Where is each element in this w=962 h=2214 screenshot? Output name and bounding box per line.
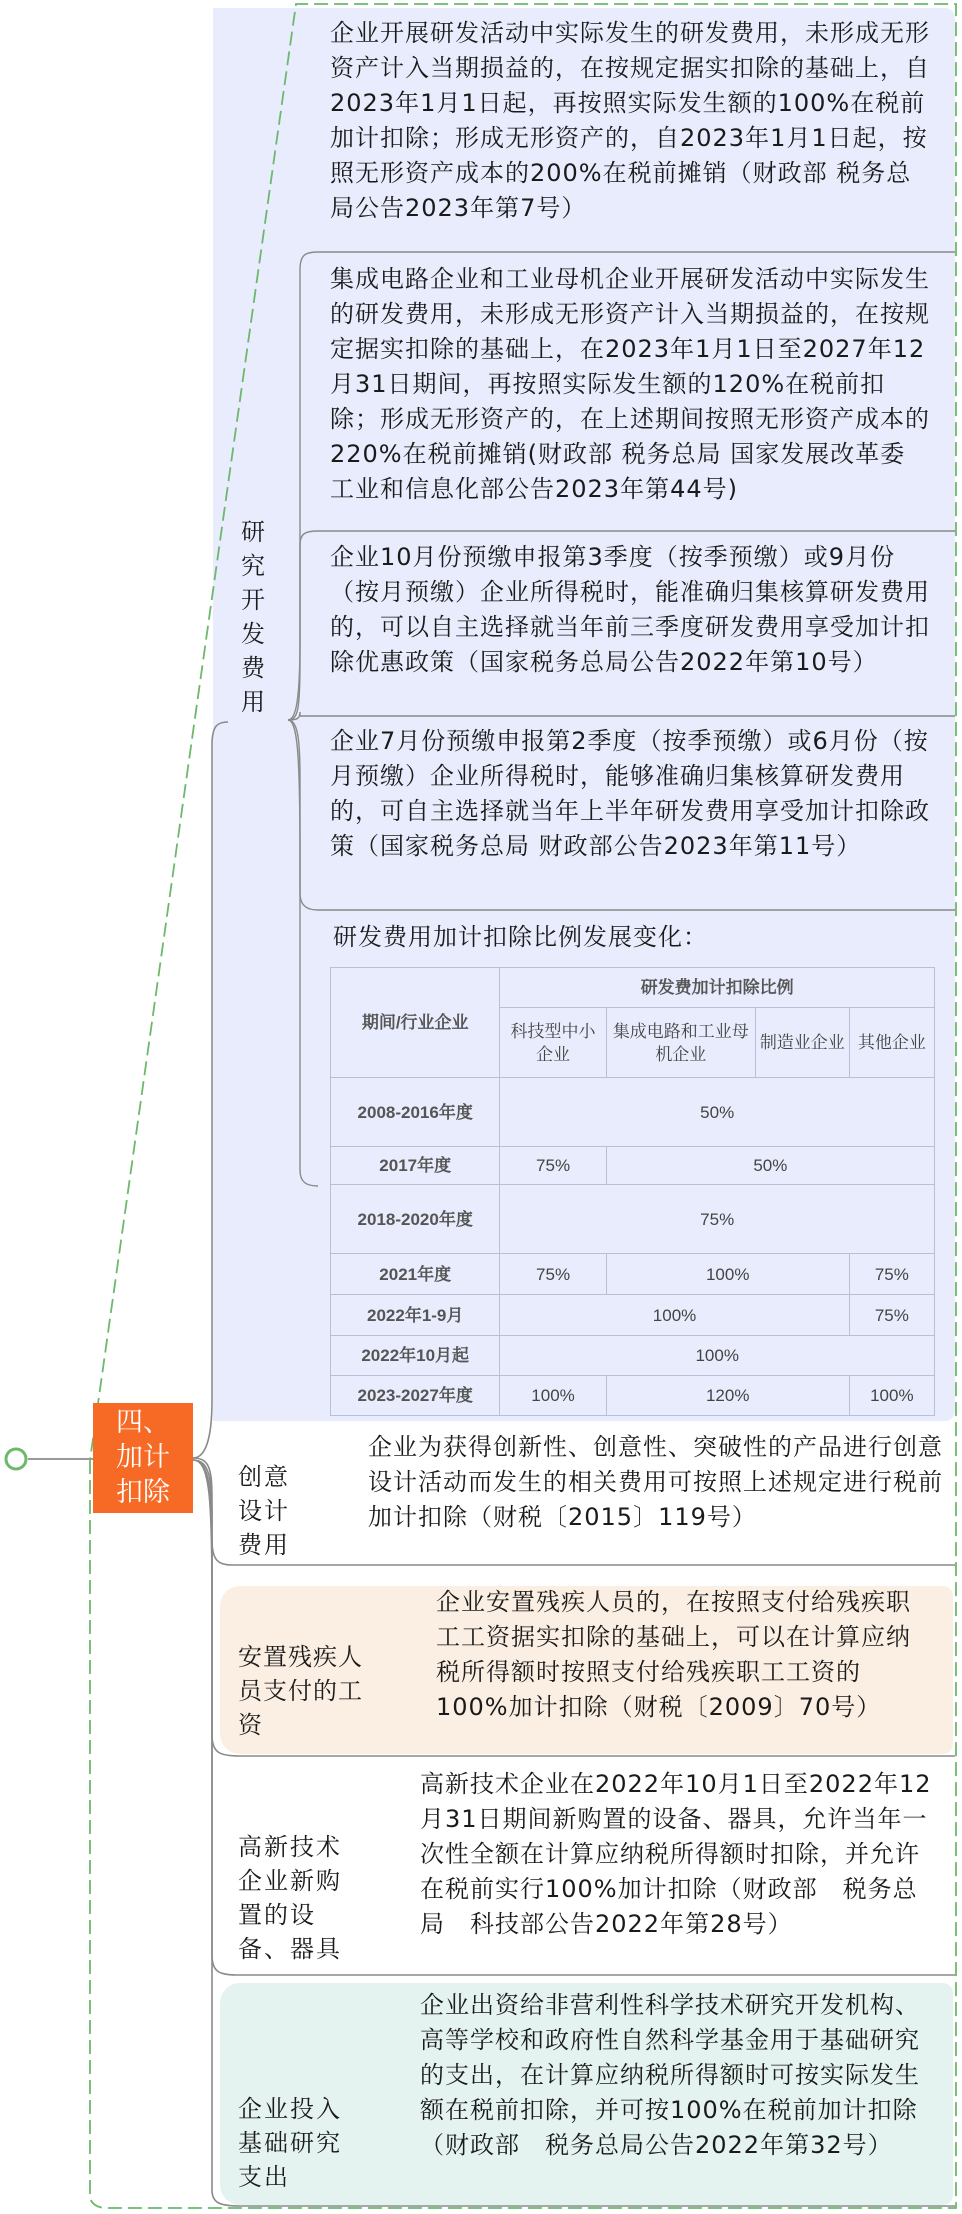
table-cell-period: 2017年度: [331, 1147, 500, 1185]
root-node-deduction[interactable]: [93, 1403, 193, 1513]
table-row: [331, 1254, 935, 1295]
table-cell-period: 2022年10月起: [331, 1336, 500, 1376]
table-col-ic: 集成电路和工业母机企业: [606, 1008, 755, 1078]
table-col-sme: 科技型中小企业: [500, 1008, 606, 1078]
table-cell-period: 2018-2020年度: [331, 1185, 500, 1254]
table-cell-period: 2008-2016年度: [331, 1078, 500, 1147]
rd-section-label[interactable]: 研究开发费用: [241, 518, 265, 716]
table-cell-period: 2023-2027年度: [331, 1376, 500, 1416]
root-line-1: 四、: [116, 1407, 170, 1438]
table-header-ratio: 研发费加计扣除比例: [500, 968, 935, 1008]
table-col-manufacturing: 制造业企业: [755, 1008, 849, 1078]
creative-section-text: 企业为获得创新性、创意性、突破性的产品进行创意设计活动而发生的相关费用可按照上述规定进行税前加计扣除（财税〔2015〕119号）: [368, 1433, 943, 1531]
table-cell-value: 75%: [500, 1254, 606, 1295]
root-line-2: 加计: [116, 1442, 170, 1473]
root-toggle-circle: [6, 1449, 26, 1469]
table-row: [331, 1147, 935, 1185]
hightech-section-label[interactable]: 高新技术企业新购置的设备、器具: [238, 1833, 342, 1963]
table-cell-value: 100%: [606, 1254, 849, 1295]
rd-ratio-table: [330, 967, 935, 1416]
table-row: [331, 1078, 935, 1147]
creative-section-label[interactable]: 创意设计费用: [238, 1463, 290, 1559]
rd-item-2: 集成电路企业和工业母机企业开展研发活动中实际发生的研发费用，未形成无形资产计入当期损益的，在按规定据实扣除的基础上，在2023年1月1日至2027年12月31日期间，再按照实际发生额的120%在税前扣除；形成无形资产的，在上述期间按照无形资产成本的220%在税前摊销(财政部 税务总局 国家发展改革委 工业和信息化部公告2023年第44号): [330, 265, 930, 503]
table-cell-value: 50%: [500, 1078, 935, 1147]
disabled-section-label[interactable]: 安置残疾人员支付的工资: [238, 1643, 363, 1739]
basic-section-text: 企业出资给非营利性科学技术研究开发机构、高等学校和政府性自然科学基金用于基础研究的支出，在计算应纳税所得额时可按实际发生额在税前扣除，并可按100%在税前加计扣除（财政部 税务总局公告2022年第32号）: [420, 1991, 920, 2159]
rd-item-1: 企业开展研发活动中实际发生的研发费用，未形成无形资产计入当期损益的，在按规定据实扣除的基础上，自2023年1月1日起，再按照实际发生额的100%在税前加计扣除；形成无形资产的，自2023年1月1日起，按照无形资产成本的200%在税前摊销（财政部 税务总局公告2023年第7号）: [330, 19, 930, 222]
basic-section-label[interactable]: 企业投入基础研究支出: [238, 2095, 342, 2191]
table-cell-value: 75%: [500, 1147, 606, 1185]
table-header-period: 期间/行业企业: [331, 968, 500, 1078]
rd-item-4: 企业7月份预缴申报第2季度（按季预缴）或6月份（按月预缴）企业所得税时，能够准确归集核算研发费用的，可自主选择就当年上半年研发费用享受加计扣除政策（国家税务总局 财政部公告2023年第11号）: [330, 727, 930, 860]
table-cell-period: 2021年度: [331, 1254, 500, 1295]
root-line-3: 扣除: [116, 1477, 170, 1508]
table-col-other: 其他企业: [849, 1008, 934, 1078]
table-cell-value: 120%: [606, 1376, 849, 1416]
table-cell-value: 75%: [500, 1185, 935, 1254]
table-cell-value: 100%: [500, 1295, 849, 1336]
table-cell-value: 75%: [849, 1295, 934, 1336]
table-cell-value: 50%: [606, 1147, 934, 1185]
table-row: [331, 1376, 935, 1416]
rd-item-5-table-title: 研发费用加计扣除比例发展变化：: [333, 923, 708, 951]
table-row: [331, 1336, 935, 1376]
hightech-section-text: 高新技术企业在2022年10月1日至2022年12月31日期间新购置的设备、器具，允许当年一次性全额在计算应纳税所得额时扣除，并允许在税前实行100%加计扣除（财政部 税务总局 科技部公告2022年第28号）: [420, 1770, 932, 1938]
disabled-section-text: 企业安置残疾人员的，在按照支付给残疾职工工资据实扣除的基础上，可以在计算应纳税所得额时按照支付给残疾职工工资的100%加计扣除（财税〔2009〕70号）: [436, 1588, 911, 1721]
table-cell-value: 100%: [849, 1376, 934, 1416]
rd-item-3: 企业10月份预缴申报第3季度（按季预缴）或9月份（按月预缴）企业所得税时，能准确归集核算研发费用的，可以自主选择就当年前三季度研发费用享受加计扣除优惠政策（国家税务总局公告2022年第10号）: [330, 543, 930, 676]
table-cell-value: 75%: [849, 1254, 934, 1295]
table-cell-value: 100%: [500, 1376, 606, 1416]
table-cell-period: 2022年1-9月: [331, 1295, 500, 1336]
table-row: [331, 1185, 935, 1254]
table-cell-value: 100%: [500, 1336, 935, 1376]
table-row: [331, 1295, 935, 1336]
